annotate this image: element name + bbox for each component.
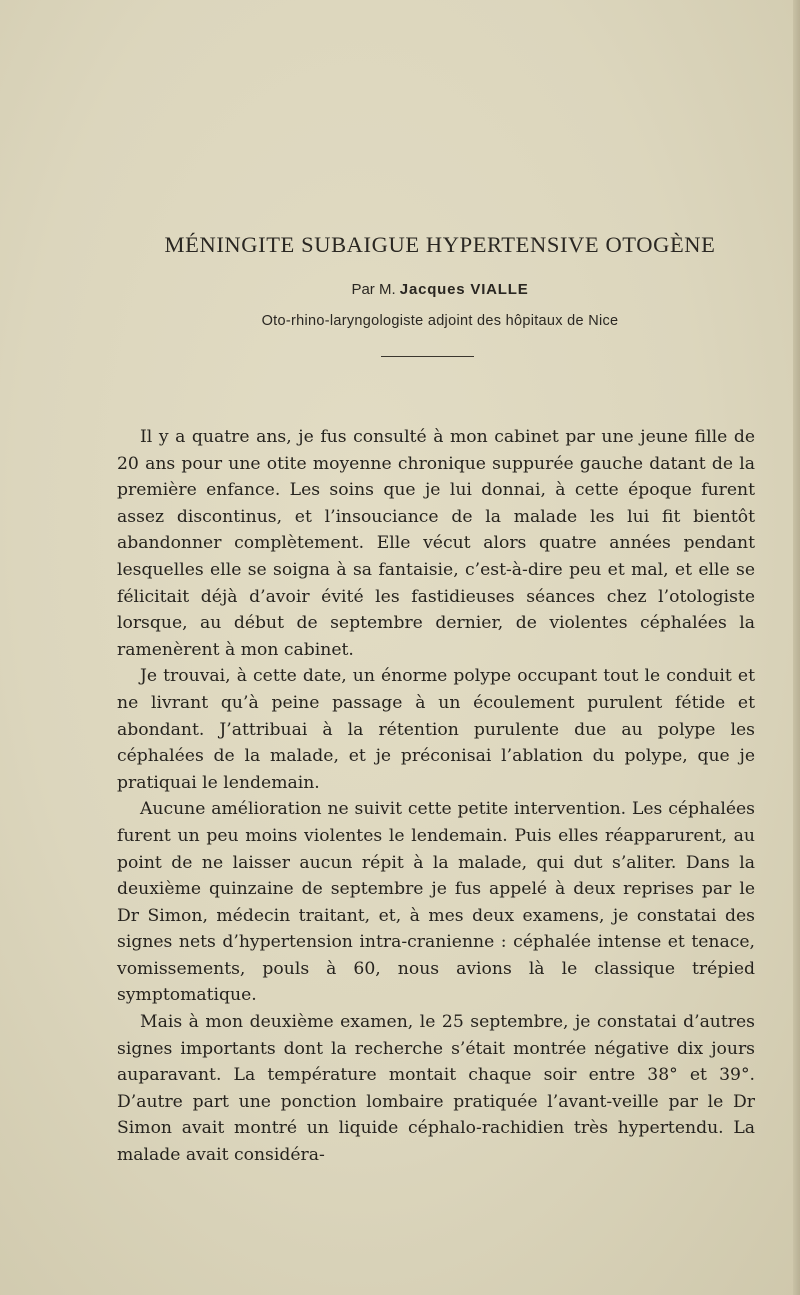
article-title: MÉNINGITE SUBAIGUE HYPERTENSIVE OTOGÈNE: [164, 232, 716, 257]
author-name: Jacques VIALLE: [399, 281, 529, 298]
page-edge-shadow: [793, 0, 800, 1295]
paragraph-4: Mais à mon deuxième examen, le 25 septembre, je constatai d’autres signes importants dont la recherche s’était montrée négative dix jours auparavant. La température montait chaque soir entre 38° et 39°. D’autre part une ponction lombaire pratiquée l’avant-veille par le Dr Simon avait montré un liquide céphalo-rachidien très hypertendu. La malade avait considéra-: [117, 1012, 755, 1166]
article-body: [117, 424, 755, 1169]
paragraph-2: Je trouvai, à cette date, un énorme polype occupant tout le conduit et ne livrant qu’à peine passage à un écoulement purulent fétide et abondant. J’attribuai à la rétention purulente due au polype les céphalées de la malade, et je préconisai l’ablation du polype, que je pratiquai le lendemain.: [117, 666, 755, 793]
paragraph-3: Aucune amélioration ne suivit cette petite intervention. Les céphalées furent un peu moins violentes le lendemain. Puis elles réapparurent, au point de ne laisser aucun répit à la malade, qui dut s’aliter. Dans la deuxième quinzaine de septembre je fus appelé à deux reprises par le Dr Simon, médecin traitant, et, à mes deux examens, je constatai des signes nets d’hypertension intra-cranienne : céphalée intense et tenace, vomissements, pouls à 60, nous avions là le classique trépied symptomatique.: [117, 799, 755, 1006]
byline-prefix: Par M.: [351, 281, 400, 298]
paragraph-1: Il y a quatre ans, je fus consulté à mon cabinet par une jeune fille de 20 ans pour une otite moyenne chronique suppurée gauche datant de la première enfance. Les soins que je lui donnai, à cette époque furent assez discontinus, et l’insouciance de la malade les lui fit bientôt abandonner complètement. Elle vécut alors quatre années pendant lesquelles elle se soigna à sa fantaisie, c’est-à-dire peu et mal, et elle se félicitait déjà d’avoir évité les fastidieuses séances chez l’otologiste lorsque, au début de septembre dernier, de violentes céphalées la ramenèrent à mon cabinet.: [117, 427, 755, 660]
title-divider: [381, 356, 474, 357]
author-affiliation: Oto-rhino-laryngologiste adjoint des hôpitaux de Nice: [261, 313, 619, 329]
article-byline: [0, 281, 800, 298]
